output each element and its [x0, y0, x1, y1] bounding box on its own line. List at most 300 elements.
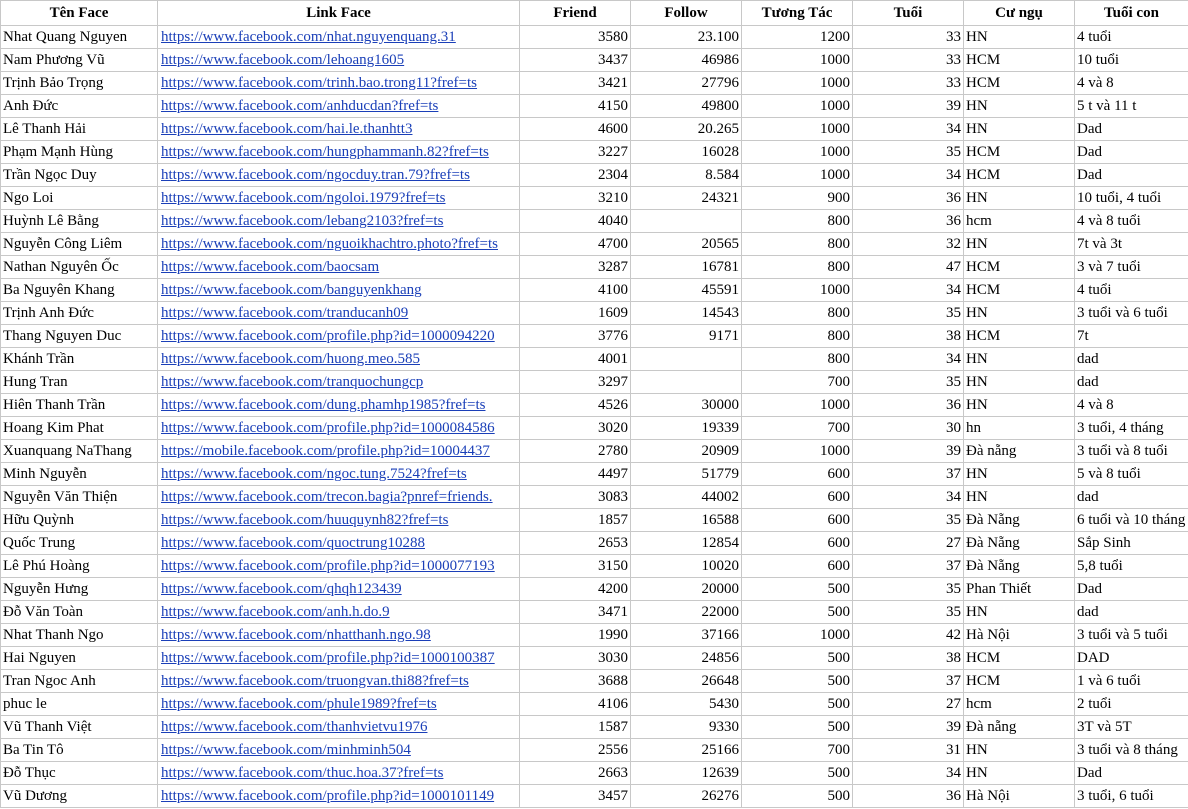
profile-link[interactable]: https://www.facebook.com/hai.le.thanhtt3	[161, 121, 413, 137]
profile-link[interactable]: https://www.facebook.com/lebang2103?fref=ts	[161, 213, 444, 229]
cell-tuoi: 39	[853, 440, 964, 463]
cell-friend: 4001	[520, 348, 631, 371]
cell-tuoi-con: 7t	[1075, 325, 1188, 348]
profile-link[interactable]: https://www.facebook.com/trinh.bao.trong11?fref=ts	[161, 75, 478, 91]
cell-follow	[631, 371, 742, 394]
cell-link	[158, 716, 520, 739]
cell-tuoi: 34	[853, 164, 964, 187]
cell-follow: 20000	[631, 578, 742, 601]
cell-friend: 4106	[520, 693, 631, 716]
table-row	[1, 279, 1188, 302]
cell-tuoi-con: 2 tuổi	[1075, 693, 1188, 716]
cell-tuoi: 35	[853, 601, 964, 624]
cell-tuoi: 35	[853, 578, 964, 601]
cell-tuoi-con: 3 tuổi và 8 tuổi	[1075, 440, 1188, 463]
cell-follow	[631, 210, 742, 233]
cell-follow: 23.100	[631, 26, 742, 49]
cell-tuoi: 35	[853, 509, 964, 532]
cell-link	[158, 394, 520, 417]
cell-follow: 14543	[631, 302, 742, 325]
cell-tuoi-con: dad	[1075, 348, 1188, 371]
cell-cu-ngu: Hà Nội	[964, 624, 1075, 647]
header-tuoi-con: Tuổi con	[1075, 1, 1188, 26]
cell-tuong-tac: 500	[742, 762, 853, 785]
cell-friend: 1587	[520, 716, 631, 739]
table-row	[1, 555, 1188, 578]
cell-cu-ngu: Đà Nẵng	[964, 555, 1075, 578]
profile-link[interactable]: https://www.facebook.com/hungphammanh.82?fref=ts	[161, 144, 489, 160]
table-row	[1, 716, 1188, 739]
profile-link[interactable]: https://www.facebook.com/profile.php?id=1000101149	[161, 788, 495, 804]
cell-link	[158, 486, 520, 509]
profile-link[interactable]: https://www.facebook.com/nhat.nguyenquang.31	[161, 29, 456, 45]
cell-tuoi: 39	[853, 95, 964, 118]
cell-link	[158, 647, 520, 670]
cell-tuoi-con: dad	[1075, 601, 1188, 624]
cell-friend: 2304	[520, 164, 631, 187]
cell-friend: 3150	[520, 555, 631, 578]
cell-tuoi: 36	[853, 210, 964, 233]
cell-cu-ngu: HCM	[964, 325, 1075, 348]
table-row	[1, 233, 1188, 256]
cell-tuoi-con: 3T và 5T	[1075, 716, 1188, 739]
cell-friend: 2663	[520, 762, 631, 785]
cell-tuoi-con: Dad	[1075, 762, 1188, 785]
cell-name: Hoang Kim Phat	[1, 417, 158, 440]
cell-link	[158, 210, 520, 233]
table-row	[1, 578, 1188, 601]
cell-tuong-tac: 1000	[742, 118, 853, 141]
cell-link	[158, 49, 520, 72]
table-row	[1, 95, 1188, 118]
cell-cu-ngu: hcm	[964, 210, 1075, 233]
cell-follow: 27796	[631, 72, 742, 95]
cell-link	[158, 371, 520, 394]
header-row	[1, 1, 1188, 26]
table-row	[1, 118, 1188, 141]
cell-tuoi: 27	[853, 693, 964, 716]
header-tuong-tac: Tương Tác	[742, 1, 853, 26]
cell-cu-ngu: HN	[964, 118, 1075, 141]
table-row	[1, 417, 1188, 440]
cell-tuong-tac: 1000	[742, 72, 853, 95]
table-row	[1, 394, 1188, 417]
cell-link	[158, 141, 520, 164]
cell-name: Hung Tran	[1, 371, 158, 394]
cell-friend: 4600	[520, 118, 631, 141]
cell-friend: 3297	[520, 371, 631, 394]
cell-tuoi: 31	[853, 739, 964, 762]
cell-name: Minh Nguyễn	[1, 463, 158, 486]
cell-tuong-tac: 600	[742, 509, 853, 532]
cell-tuong-tac: 1000	[742, 95, 853, 118]
profile-link[interactable]: https://www.facebook.com/anh.h.do.9	[161, 604, 390, 620]
cell-tuong-tac: 600	[742, 532, 853, 555]
cell-tuoi: 34	[853, 762, 964, 785]
cell-link	[158, 417, 520, 440]
cell-name: Trịnh Bảo Trọng	[1, 72, 158, 95]
cell-tuoi-con: 3 tuổi và 8 tháng	[1075, 739, 1188, 762]
cell-tuong-tac: 1000	[742, 49, 853, 72]
cell-friend: 3471	[520, 601, 631, 624]
cell-tuoi-con: 3 tuổi và 6 tuổi	[1075, 302, 1188, 325]
cell-tuong-tac: 700	[742, 739, 853, 762]
cell-link	[158, 72, 520, 95]
cell-cu-ngu: Đà Nẵng	[964, 532, 1075, 555]
cell-follow: 37166	[631, 624, 742, 647]
cell-tuoi-con: 5,8 tuổi	[1075, 555, 1188, 578]
table-row	[1, 164, 1188, 187]
cell-tuong-tac: 700	[742, 417, 853, 440]
cell-tuoi: 32	[853, 233, 964, 256]
cell-tuoi-con: 3 tuổi, 6 tuổi	[1075, 785, 1188, 808]
cell-friend: 2780	[520, 440, 631, 463]
cell-tuoi-con: Dad	[1075, 141, 1188, 164]
cell-tuong-tac: 800	[742, 210, 853, 233]
cell-follow: 24321	[631, 187, 742, 210]
cell-link	[158, 463, 520, 486]
cell-friend: 4526	[520, 394, 631, 417]
cell-tuoi: 35	[853, 302, 964, 325]
cell-tuoi-con: 7t và 3t	[1075, 233, 1188, 256]
cell-cu-ngu: HCM	[964, 647, 1075, 670]
table-row	[1, 49, 1188, 72]
table-row	[1, 302, 1188, 325]
cell-follow: 9330	[631, 716, 742, 739]
table-row	[1, 693, 1188, 716]
cell-follow: 22000	[631, 601, 742, 624]
cell-tuoi: 34	[853, 118, 964, 141]
cell-link	[158, 509, 520, 532]
profile-link[interactable]: https://www.facebook.com/anhducdan?fref=ts	[161, 98, 439, 114]
cell-tuoi-con: 4 và 8	[1075, 394, 1188, 417]
cell-tuoi: 33	[853, 26, 964, 49]
cell-tuong-tac: 500	[742, 647, 853, 670]
cell-tuong-tac: 1000	[742, 164, 853, 187]
table-row	[1, 532, 1188, 555]
cell-tuong-tac: 600	[742, 486, 853, 509]
table-row	[1, 325, 1188, 348]
cell-link	[158, 785, 520, 808]
cell-friend: 3210	[520, 187, 631, 210]
cell-tuoi-con: 5 và 8 tuổi	[1075, 463, 1188, 486]
cell-cu-ngu: HN	[964, 762, 1075, 785]
cell-name: Nam Phương Vũ	[1, 49, 158, 72]
cell-tuong-tac: 1200	[742, 26, 853, 49]
cell-friend: 3688	[520, 670, 631, 693]
cell-tuong-tac: 1000	[742, 141, 853, 164]
cell-link	[158, 693, 520, 716]
cell-tuoi-con: 3 tuổi, 4 tháng	[1075, 417, 1188, 440]
cell-tuong-tac: 800	[742, 233, 853, 256]
cell-cu-ngu: HCM	[964, 279, 1075, 302]
table-row	[1, 486, 1188, 509]
table-row	[1, 647, 1188, 670]
cell-tuong-tac: 600	[742, 463, 853, 486]
cell-tuoi-con: 4 và 8 tuổi	[1075, 210, 1188, 233]
cell-name: Nathan Nguyên Ốc	[1, 256, 158, 279]
cell-tuoi: 42	[853, 624, 964, 647]
profile-link[interactable]: https://www.facebook.com/profile.php?id=1000077193	[161, 558, 495, 574]
cell-friend: 4497	[520, 463, 631, 486]
cell-name: Lê Phú Hoàng	[1, 555, 158, 578]
cell-friend: 4040	[520, 210, 631, 233]
table-body	[1, 26, 1188, 808]
cell-name: Nhat Thanh Ngo	[1, 624, 158, 647]
profile-link[interactable]: https://www.facebook.com/baocsam	[161, 259, 380, 275]
cell-tuoi-con: 6 tuổi và 10 tháng	[1075, 509, 1188, 532]
cell-tuoi: 30	[853, 417, 964, 440]
table-row	[1, 440, 1188, 463]
cell-link	[158, 532, 520, 555]
header-link-face: Link Face	[158, 1, 520, 26]
cell-tuoi-con: 5 t và 11 t	[1075, 95, 1188, 118]
cell-follow: 46986	[631, 49, 742, 72]
cell-tuoi-con: 1 và 6 tuổi	[1075, 670, 1188, 693]
cell-link	[158, 187, 520, 210]
profile-link[interactable]: https://www.facebook.com/ngoloi.1979?fref=ts	[161, 190, 446, 206]
cell-tuong-tac: 500	[742, 693, 853, 716]
profile-link[interactable]: https://www.facebook.com/profile.php?id=1000084586	[161, 420, 495, 436]
cell-cu-ngu: HN	[964, 302, 1075, 325]
table-row	[1, 187, 1188, 210]
profile-link[interactable]: https://www.facebook.com/minhminh504	[161, 742, 411, 758]
cell-follow	[631, 348, 742, 371]
cell-follow: 10020	[631, 555, 742, 578]
cell-tuong-tac: 1000	[742, 279, 853, 302]
cell-name: phuc le	[1, 693, 158, 716]
cell-tuoi: 37	[853, 463, 964, 486]
cell-follow: 25166	[631, 739, 742, 762]
cell-name: Vũ Dương	[1, 785, 158, 808]
cell-link	[158, 95, 520, 118]
cell-friend: 3457	[520, 785, 631, 808]
cell-name: Khánh Trần	[1, 348, 158, 371]
cell-tuoi: 27	[853, 532, 964, 555]
cell-name: Hữu Quỳnh	[1, 509, 158, 532]
profile-link[interactable]: https://www.facebook.com/lehoang1605	[161, 52, 405, 68]
cell-name: Huỳnh Lê Bằng	[1, 210, 158, 233]
cell-follow: 12639	[631, 762, 742, 785]
cell-tuong-tac: 500	[742, 716, 853, 739]
cell-cu-ngu: HN	[964, 233, 1075, 256]
cell-cu-ngu: HN	[964, 394, 1075, 417]
cell-tuoi: 34	[853, 486, 964, 509]
cell-tuong-tac: 500	[742, 670, 853, 693]
cell-tuoi: 35	[853, 371, 964, 394]
cell-link	[158, 164, 520, 187]
cell-name: Nguyễn Văn Thiện	[1, 486, 158, 509]
cell-name: Quốc Trung	[1, 532, 158, 555]
cell-follow: 16781	[631, 256, 742, 279]
cell-tuoi: 37	[853, 555, 964, 578]
profile-link[interactable]: https://www.facebook.com/tranducanh09	[161, 305, 409, 321]
cell-tuoi-con: dad	[1075, 486, 1188, 509]
cell-name: Hai Nguyen	[1, 647, 158, 670]
cell-name: Thang Nguyen Duc	[1, 325, 158, 348]
table-row	[1, 785, 1188, 808]
cell-tuoi: 33	[853, 72, 964, 95]
cell-tuoi-con: Dad	[1075, 164, 1188, 187]
cell-link	[158, 118, 520, 141]
cell-cu-ngu: Hà Nội	[964, 785, 1075, 808]
cell-link	[158, 578, 520, 601]
cell-link	[158, 256, 520, 279]
cell-cu-ngu: HCM	[964, 670, 1075, 693]
header-friend: Friend	[520, 1, 631, 26]
profile-link[interactable]: https://www.facebook.com/quoctrung10288	[161, 535, 425, 551]
table-row	[1, 26, 1188, 49]
profile-link[interactable]: https://www.facebook.com/qhqh123439	[161, 581, 402, 597]
cell-follow: 20909	[631, 440, 742, 463]
profile-link[interactable]: https://www.facebook.com/huuquynh82?fref=ts	[161, 512, 449, 528]
cell-follow: 20565	[631, 233, 742, 256]
cell-friend: 2653	[520, 532, 631, 555]
cell-friend: 1990	[520, 624, 631, 647]
cell-link	[158, 739, 520, 762]
cell-name: Ba Tin Tô	[1, 739, 158, 762]
cell-friend: 3227	[520, 141, 631, 164]
cell-link	[158, 279, 520, 302]
cell-tuoi: 39	[853, 716, 964, 739]
cell-name: Nguyễn Hưng	[1, 578, 158, 601]
cell-friend: 3020	[520, 417, 631, 440]
cell-cu-ngu: HN	[964, 26, 1075, 49]
cell-name: Đỗ Thục	[1, 762, 158, 785]
cell-link	[158, 624, 520, 647]
cell-follow: 12854	[631, 532, 742, 555]
cell-name: Ngo Loi	[1, 187, 158, 210]
profile-link[interactable]: https://www.facebook.com/thuc.hoa.37?fref=ts	[161, 765, 444, 781]
profile-link[interactable]: https://www.facebook.com/tranquochungcp	[161, 374, 424, 390]
cell-follow: 24856	[631, 647, 742, 670]
profile-link[interactable]: https://www.facebook.com/thanhvietvu1976	[161, 719, 428, 735]
cell-tuong-tac: 500	[742, 785, 853, 808]
table-row	[1, 670, 1188, 693]
cell-cu-ngu: HN	[964, 486, 1075, 509]
cell-cu-ngu: HCM	[964, 164, 1075, 187]
profile-link[interactable]: https://www.facebook.com/profile.php?id=1000094220	[161, 328, 495, 344]
cell-name: Lê Thanh Hải	[1, 118, 158, 141]
cell-name: Hiên Thanh Trần	[1, 394, 158, 417]
cell-tuoi-con: 3 tuổi và 5 tuổi	[1075, 624, 1188, 647]
profile-link[interactable]: https://www.facebook.com/dung.phamhp1985?fref=ts	[161, 397, 486, 413]
cell-cu-ngu: HCM	[964, 256, 1075, 279]
cell-friend: 3083	[520, 486, 631, 509]
cell-friend: 1857	[520, 509, 631, 532]
cell-tuoi-con: Dad	[1075, 118, 1188, 141]
profile-link[interactable]: https://www.facebook.com/trecon.bagia?pnref=friends.	[161, 489, 493, 505]
header-cu-ngu: Cư ngụ	[964, 1, 1075, 26]
cell-tuoi: 36	[853, 394, 964, 417]
cell-tuoi: 34	[853, 348, 964, 371]
cell-link	[158, 233, 520, 256]
cell-cu-ngu: HN	[964, 95, 1075, 118]
cell-tuong-tac: 700	[742, 371, 853, 394]
cell-link	[158, 26, 520, 49]
cell-tuoi-con: 4 tuổi	[1075, 26, 1188, 49]
table-row	[1, 348, 1188, 371]
profile-link[interactable]: https://www.facebook.com/nhatthanh.ngo.98	[161, 627, 431, 643]
cell-name: Tran Ngoc Anh	[1, 670, 158, 693]
cell-follow: 9171	[631, 325, 742, 348]
cell-follow: 26276	[631, 785, 742, 808]
profile-link[interactable]: https://www.facebook.com/ngoc.tung.7524?fref=ts	[161, 466, 467, 482]
cell-tuoi: 47	[853, 256, 964, 279]
cell-friend: 4200	[520, 578, 631, 601]
profile-link[interactable]: https://www.facebook.com/huong.meo.585	[161, 351, 420, 367]
cell-friend: 4150	[520, 95, 631, 118]
cell-cu-ngu: Đà Nẵng	[964, 509, 1075, 532]
cell-friend: 3287	[520, 256, 631, 279]
cell-friend: 4100	[520, 279, 631, 302]
cell-friend: 3437	[520, 49, 631, 72]
cell-friend: 2556	[520, 739, 631, 762]
table-row	[1, 762, 1188, 785]
cell-cu-ngu: HN	[964, 739, 1075, 762]
profile-link[interactable]: https://www.facebook.com/truongvan.thi88?fref=ts	[161, 673, 469, 689]
cell-link	[158, 325, 520, 348]
cell-cu-ngu: HN	[964, 463, 1075, 486]
header-ten-face: Tên Face	[1, 1, 158, 26]
profile-link[interactable]: https://www.facebook.com/ngocduy.tran.79?fref=ts	[161, 167, 470, 183]
cell-tuoi: 34	[853, 279, 964, 302]
cell-link	[158, 440, 520, 463]
cell-tuoi-con: Dad	[1075, 578, 1188, 601]
cell-name: Ba Nguyên Khang	[1, 279, 158, 302]
cell-tuong-tac: 1000	[742, 394, 853, 417]
cell-follow: 8.584	[631, 164, 742, 187]
cell-tuoi-con: 4 tuổi	[1075, 279, 1188, 302]
cell-tuoi-con: 10 tuổi, 4 tuổi	[1075, 187, 1188, 210]
table-row	[1, 141, 1188, 164]
cell-tuong-tac: 1000	[742, 440, 853, 463]
cell-follow: 26648	[631, 670, 742, 693]
cell-tuoi-con: 4 và 8	[1075, 72, 1188, 95]
cell-cu-ngu: HCM	[964, 49, 1075, 72]
cell-follow: 45591	[631, 279, 742, 302]
cell-tuong-tac: 800	[742, 302, 853, 325]
cell-tuong-tac: 800	[742, 256, 853, 279]
profile-link[interactable]: https://www.facebook.com/nguoikhachtro.photo?fref=ts	[161, 236, 498, 252]
cell-tuong-tac: 500	[742, 601, 853, 624]
cell-follow: 44002	[631, 486, 742, 509]
cell-tuoi: 36	[853, 187, 964, 210]
profile-link[interactable]: https://www.facebook.com/banguyenkhang	[161, 282, 422, 298]
cell-cu-ngu: HN	[964, 371, 1075, 394]
cell-cu-ngu: Phan Thiết	[964, 578, 1075, 601]
profile-link[interactable]: https://www.facebook.com/profile.php?id=1000100387	[161, 650, 495, 666]
cell-name: Vũ Thanh Việt	[1, 716, 158, 739]
cell-tuoi: 38	[853, 647, 964, 670]
cell-cu-ngu: Đà nẵng	[964, 440, 1075, 463]
profile-link[interactable]: https://mobile.facebook.com/profile.php?id=10004437	[161, 443, 490, 459]
table-row	[1, 739, 1188, 762]
cell-tuong-tac: 900	[742, 187, 853, 210]
profile-link[interactable]: https://www.facebook.com/phule1989?fref=ts	[161, 696, 437, 712]
cell-name: Phạm Mạnh Hùng	[1, 141, 158, 164]
cell-link	[158, 670, 520, 693]
cell-tuong-tac: 1000	[742, 624, 853, 647]
cell-name: Anh Đức	[1, 95, 158, 118]
cell-tuoi-con: 10 tuổi	[1075, 49, 1188, 72]
header-follow: Follow	[631, 1, 742, 26]
cell-name: Xuanquang NaThang	[1, 440, 158, 463]
table-row	[1, 72, 1188, 95]
cell-follow: 16588	[631, 509, 742, 532]
cell-tuoi-con: 3 và 7 tuổi	[1075, 256, 1188, 279]
cell-tuoi-con: DAD	[1075, 647, 1188, 670]
